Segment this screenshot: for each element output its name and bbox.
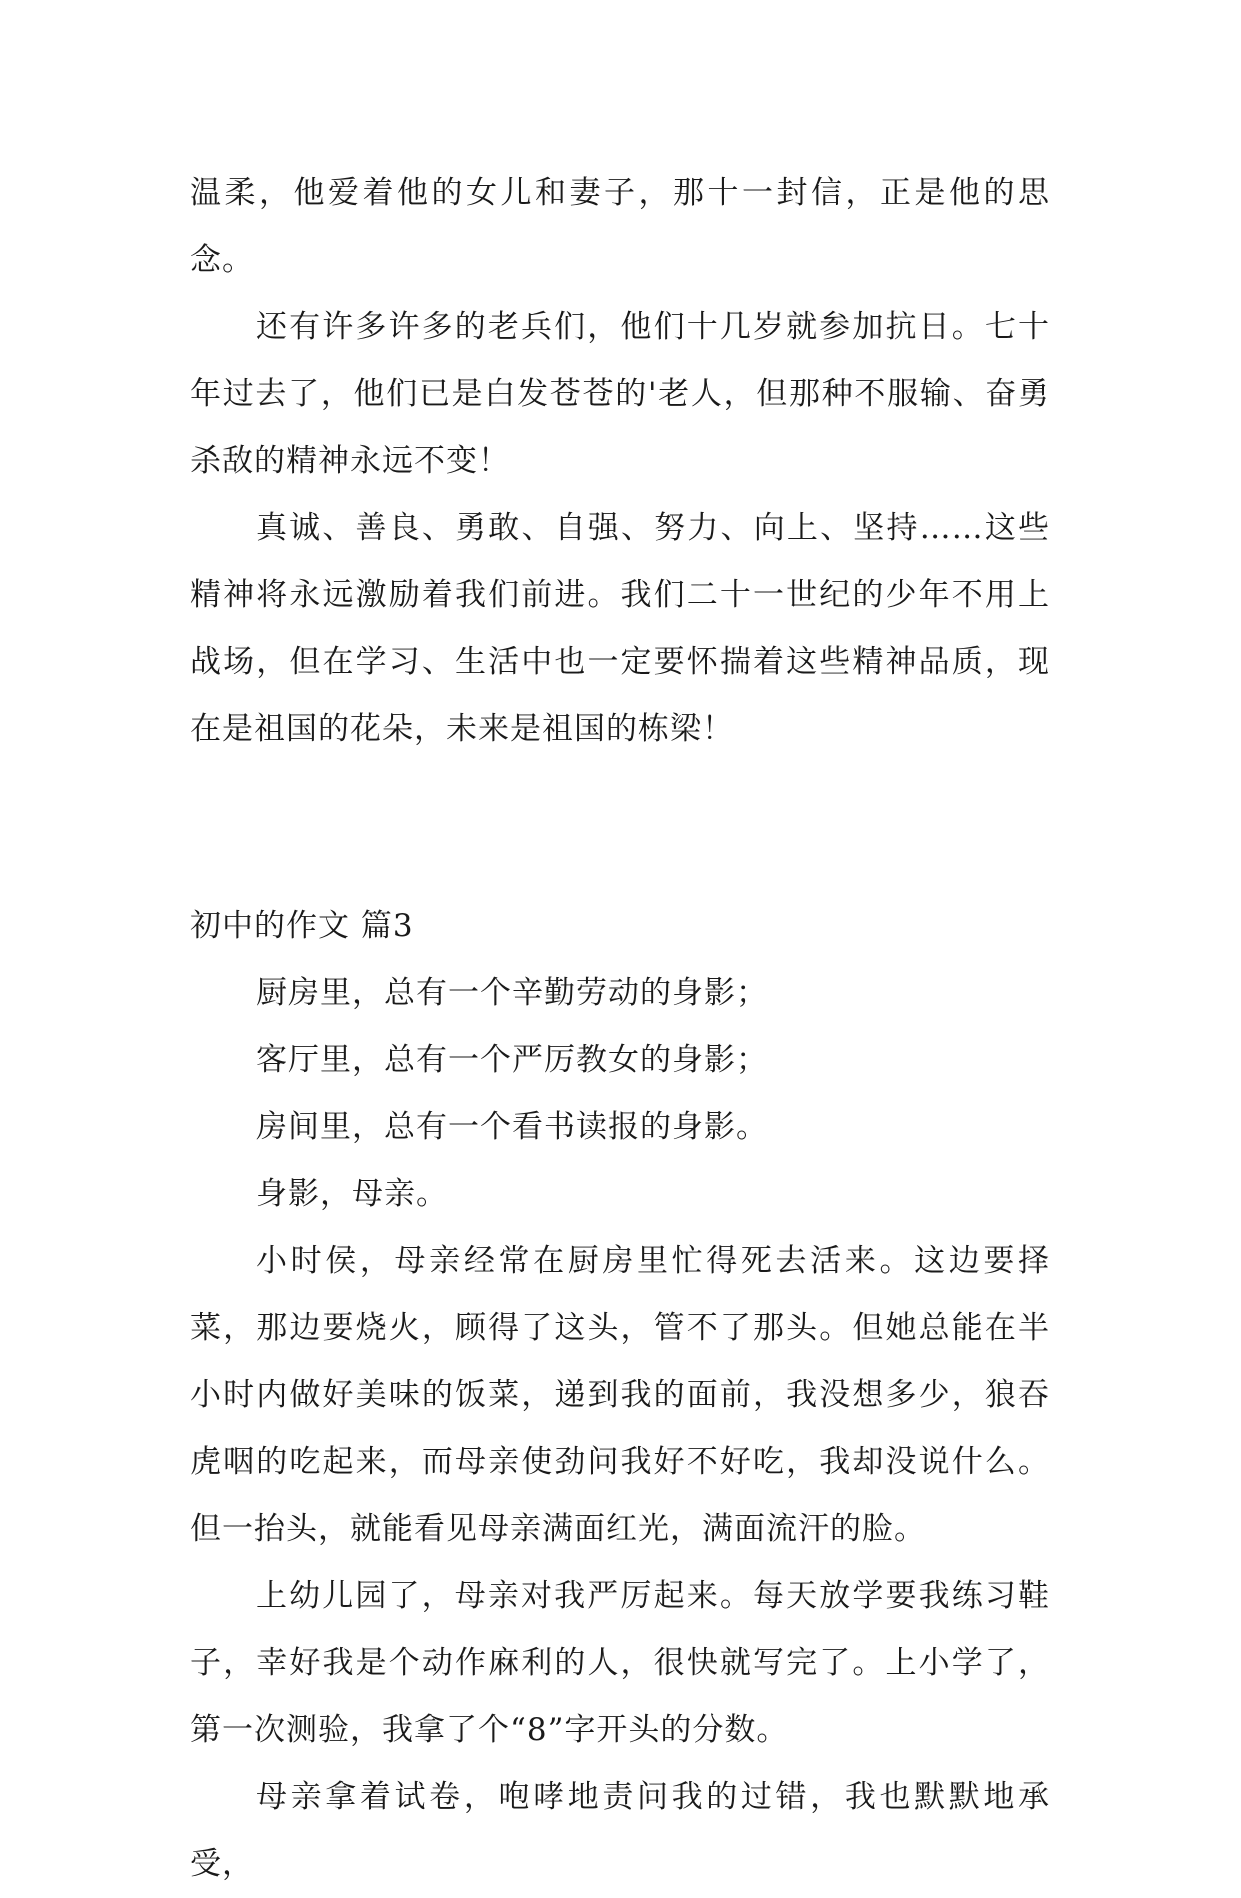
paragraph: 房间里，总有一个看书读报的身影。 xyxy=(256,1109,768,1145)
paragraph: 还有许多许多的老兵们，他们十几岁就参加抗日。七十年过去了，他们已是白发苍苍的'老人，但那种不服输、奋勇杀敌的精神永远不变！ xyxy=(190,309,1050,479)
section-title: 初中的作文 篇3 xyxy=(190,908,414,944)
paragraph: 小时侯，母亲经常在厨房里忙得死去活来。这边要择菜，那边要烧火，顾得了这头，管不了那头。但她总能在半小时内做好美味的饭菜，递到我的面前，我没想多少，狼吞虎咽的吃起来，而母亲使劲问我好不好吃，我却没说什么。但一抬头，就能看见母亲满面红光，满面流汗的脸。 xyxy=(190,1243,1050,1547)
section-gap xyxy=(190,763,1050,893)
paragraph: 身影，母亲。 xyxy=(256,1176,448,1212)
paragraph: 真诚、善良、勇敢、自强、努力、向上、坚持……这些精神将永远激励着我们前进。我们二十一世纪的少年不用上战场，但在学习、生活中也一定要怀揣着这些精神品质，现在是祖国的花朵，未来是祖国的栋梁！ xyxy=(190,510,1050,747)
paragraph: 客厅里，总有一个严厉教女的身影； xyxy=(256,1042,768,1078)
paragraph: 母亲拿着试卷，咆哮地责问我的过错，我也默默地承受， xyxy=(190,1779,1050,1882)
document-page xyxy=(190,160,1050,1898)
paragraph: 厨房里，总有一个辛勤劳动的身影； xyxy=(256,975,768,1011)
paragraph: 温柔，他爱着他的女儿和妻子，那十一封信，正是他的思念。 xyxy=(190,175,1050,278)
paragraph: 上幼儿园了，母亲对我严厉起来。每天放学要我练习鞋子，幸好我是个动作麻利的人，很快就写完了。上小学了，第一次测验，我拿了个“8”字开头的分数。 xyxy=(190,1578,1050,1748)
